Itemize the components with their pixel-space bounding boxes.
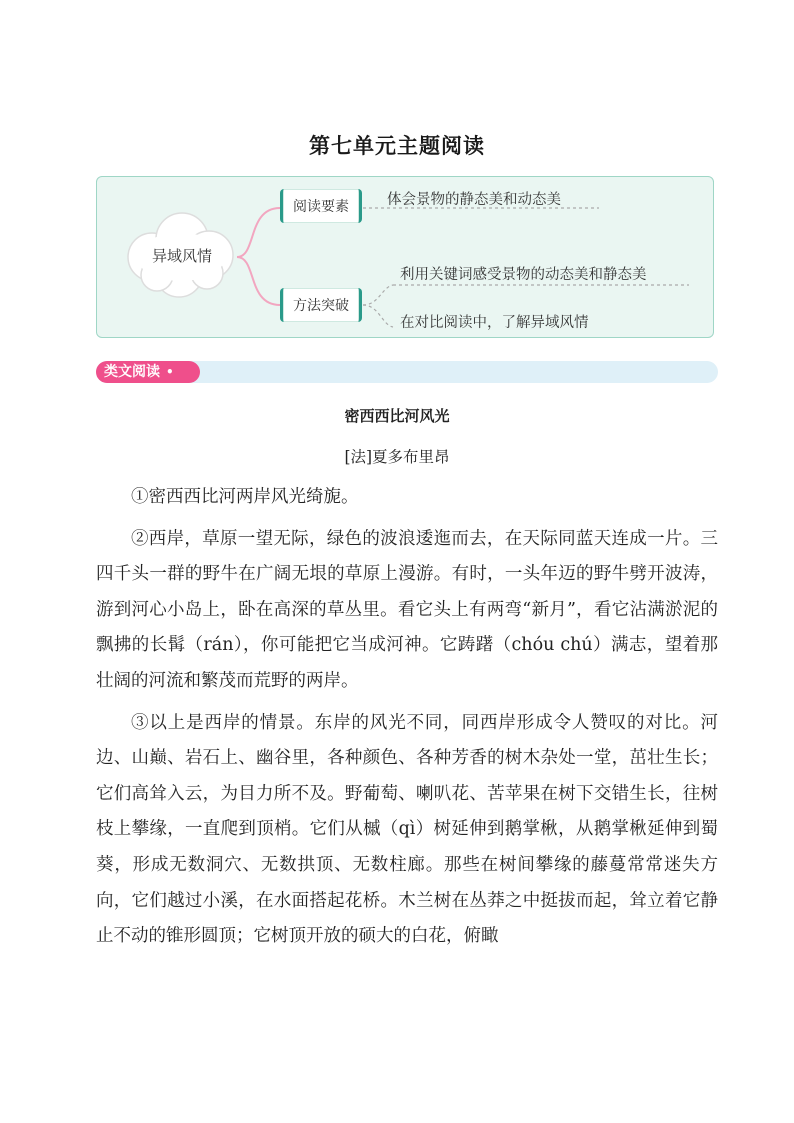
section-label: 类文阅读 bbox=[104, 364, 160, 380]
mindmap-panel bbox=[96, 176, 714, 338]
mindmap-branch-reading-elements: 阅读要素 bbox=[280, 189, 362, 223]
mindmap-branch-method: 方法突破 bbox=[280, 288, 362, 322]
mindmap-root: 异域风情 bbox=[151, 247, 212, 265]
paragraph: ①密西西比河两岸风光绮旎。 bbox=[131, 487, 359, 507]
article-title: 密西西比河风光 bbox=[344, 407, 450, 425]
paragraph: ③以上是西岸的情景。东岸的风光不同，同西岸形成令人赞叹的对比。河边、山巅、岩石上、幽谷里，各种颜色、各种芳香的树木杂处一堂，茁壮生长；它们高耸入云，为目力所不及。野葡萄、喇叭花、苦苹果在树下交错生长，往树枝上攀缘，一直爬到顶梢。它们从槭（qì）树延伸到鹅掌楸，从鹅掌楸延伸到蜀葵，形成无数洞穴、无数拱顶、无数柱廊。那些在树间攀缘的藤蔓常常迷失方向，它们越过小溪，在水面搭起花桥。木兰树在丛莽之中挺拔而起，耸立着它静止不动的锥形圆顶；它树顶开放的硕大的白花，俯瞰 bbox=[96, 712, 718, 947]
section-tag bbox=[96, 361, 200, 383]
page-title: 第七单元主题阅读 bbox=[309, 134, 485, 158]
mindmap-leaf: 在对比阅读中，了解异域风情 bbox=[400, 315, 589, 331]
mindmap-leaf: 利用关键词感受景物的动态美和静态美 bbox=[400, 267, 647, 283]
article-body bbox=[96, 480, 718, 961]
bullet-icon: • bbox=[166, 365, 174, 379]
article-author: [法]夏多布里昂 bbox=[344, 448, 450, 466]
mindmap-leaf: 体会景物的静态美和动态美 bbox=[387, 192, 561, 208]
paragraph: ②西岸，草原一望无际，绿色的波浪逶迤而去，在天际同蓝天连成一片。三四千头一群的野牛在广阔无垠的草原上漫游。有时，一头年迈的野牛劈开波涛，游到河心小岛上，卧在高深的草丛里。看它头上有两弯“新月”，看它沾满淤泥的飘拂的长髯（rán），你可能把它当成河神。它踌躇（chóu chú）满志，望着那壮阔的河流和繁茂而荒野的两岸。 bbox=[96, 528, 718, 691]
